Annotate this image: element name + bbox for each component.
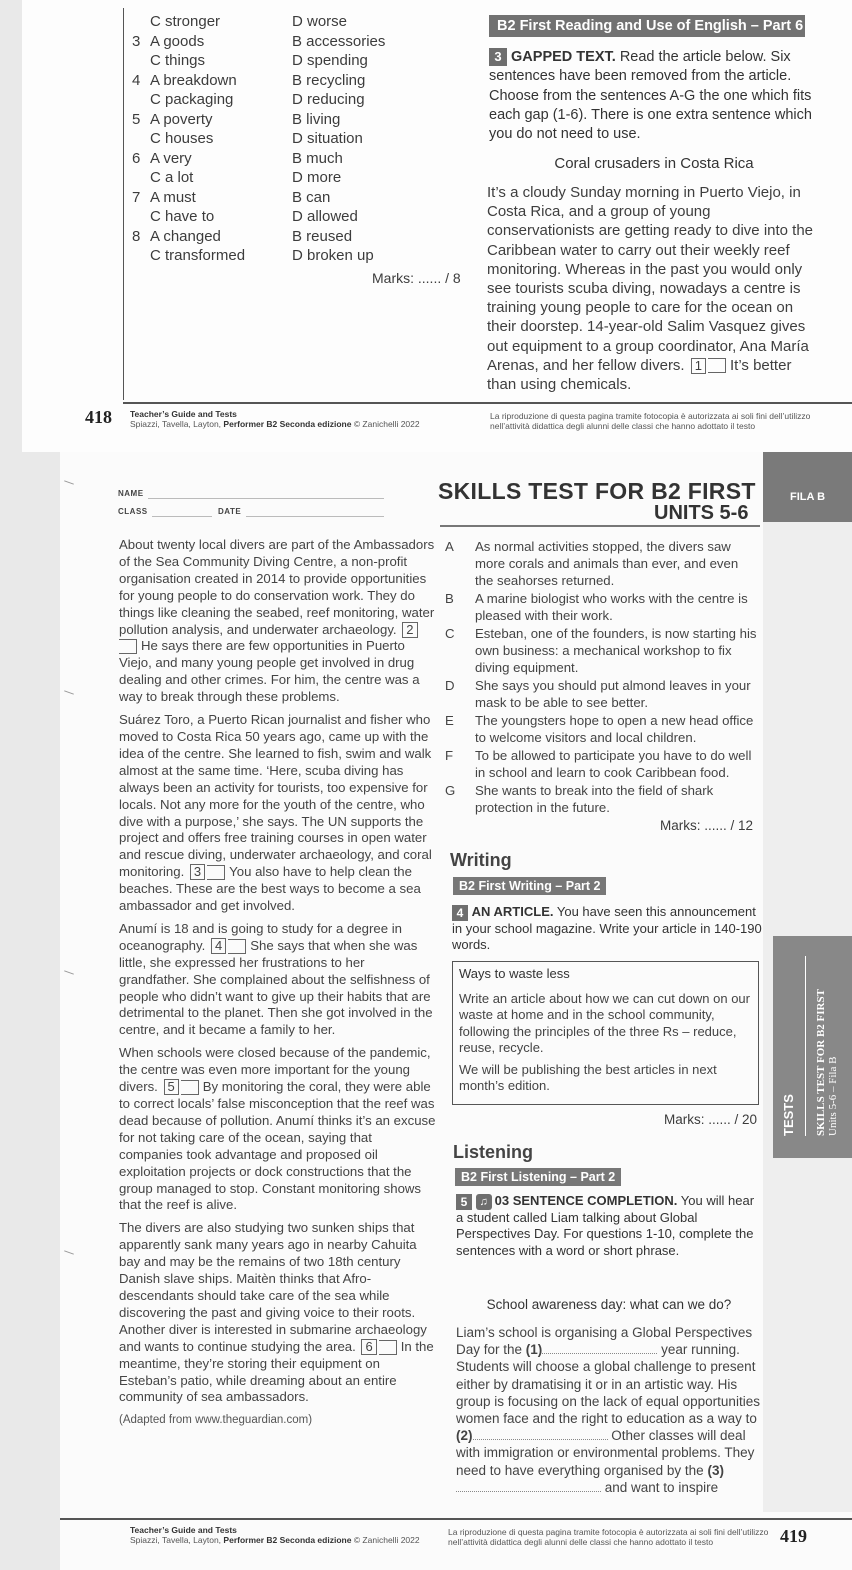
writing-prompt-box <box>452 961 759 1105</box>
option-letter: G <box>445 783 456 798</box>
para2-part-b: You also have to help clean the beaches. These are the best ways to become a sea ambassador and get involved. <box>119 864 421 914</box>
listening-task-instructions: You will hear a student called Liam talking about Global Perspectives Day. For questions 1-10, complete the sentences with a word or short phrase. <box>456 1193 755 1258</box>
page-mark <box>64 1250 74 1254</box>
option-number: 5 <box>132 110 141 128</box>
footer-right-line2: nell’attività didattica degli alunni delle classi che hanno adottato il testo <box>448 1537 714 1547</box>
option-a[interactable]: A breakdown <box>150 71 237 89</box>
prompt-text-1: Write an article about how we can cut down on our waste at home and in the school community, following the principles of the three Rs – reduce, reuse, recycle. <box>459 990 750 1055</box>
footer-authors: Spiazzi, Tavella, Layton, <box>130 1535 222 1545</box>
option-a[interactable]: C have to <box>150 208 215 225</box>
listening-title: School awareness day: what can we do? <box>486 1297 732 1312</box>
gap-4-blank[interactable] <box>228 939 246 954</box>
footer-rule <box>123 402 852 404</box>
gap-3[interactable]: 3 <box>190 864 205 880</box>
footer-authors: Spiazzi, Tavella, Layton, <box>130 419 222 429</box>
gap-2[interactable]: 2 <box>402 622 417 638</box>
option-letter: A <box>445 539 454 554</box>
article-title: Coral crusaders in Costa Rica <box>554 155 754 172</box>
sentence-option-g[interactable] <box>445 782 759 816</box>
option-row <box>132 33 432 52</box>
option-b[interactable]: D situation <box>292 130 363 147</box>
listening-bar: B2 First Listening – Part 2 <box>455 1168 621 1186</box>
option-text: She wants to break into the field of shark protection in the future. <box>475 783 714 815</box>
option-a[interactable]: C packaging <box>150 91 234 108</box>
option-row <box>132 150 432 169</box>
prompt-title: Ways to waste less <box>459 966 570 981</box>
footer-left <box>130 409 420 429</box>
footer-publisher: © Zanichelli 2022 <box>353 419 420 429</box>
para3-part-b: She says that when she was little, she expressed her frustrations to her grandfather. She complained about the selfishness of people who didn’t want to give up their habits that are detrimental to the planet. Then she got involved in the centre, and it became a family to her. <box>119 937 433 1038</box>
option-row <box>132 247 432 266</box>
listening-text-1: Liam’s school is organising a Global Perspectives Day for the <box>456 1325 753 1358</box>
page-title: SKILLS TEST FOR B2 FIRST <box>438 478 756 504</box>
name-label: NAME <box>118 489 144 498</box>
paragraph-2 <box>119 712 437 915</box>
para4-part-b: By monitoring the coral, they were able to correct locals’ false misconception that the reef was dead because of pollution. Anumí thinks it’s an excuse for not taking care of the ocean, saying that companies took advantage and proposed oil exploitation projects or dock constructions that the group managed to stop. Constant monitoring shows that the reef is alive. <box>119 1079 436 1213</box>
track-number: 03 <box>494 1193 510 1208</box>
title-rule <box>440 525 760 527</box>
listening-text-3b: and want to inspire <box>604 1479 719 1495</box>
option-row <box>132 189 432 208</box>
paragraph-3 <box>119 921 437 1039</box>
sentence-option-f[interactable] <box>445 747 759 781</box>
gap-4[interactable]: 4 <box>211 938 226 954</box>
footer-title: Teacher’s Guide and Tests <box>130 409 237 419</box>
footer-right-line2: nell’attività didattica degli alunni delle classi che hanno adottato il testo <box>490 421 756 431</box>
option-text: As normal activities stopped, the divers saw more corals and animals than ever, and even the seahorses returned. <box>475 539 739 588</box>
article-intro-end: It’s better than using chemicals. <box>487 356 792 394</box>
option-row <box>132 13 432 32</box>
option-a[interactable]: A very <box>150 149 192 167</box>
headphones-icon[interactable]: ♫ <box>476 1194 492 1210</box>
option-text: A marine biologist who works with the centre is pleased with their work. <box>475 591 748 623</box>
option-text: To be allowed to participate you have to do well in school and learn to cook Caribbean food. <box>475 748 752 780</box>
option-row <box>132 228 432 247</box>
page-number: 419 <box>780 1526 807 1546</box>
column-divider <box>123 8 124 400</box>
option-row <box>132 52 432 71</box>
task-title: GAPPED TEXT. <box>511 49 616 65</box>
footer-left <box>130 1525 420 1545</box>
option-row <box>132 208 432 227</box>
section-header-bar: B2 First Reading and Use of English – Part 6 <box>489 15 805 37</box>
listening-task-number: 5 <box>456 1194 472 1210</box>
page-number: 418 <box>85 407 112 427</box>
option-b[interactable]: B living <box>292 110 341 128</box>
gap-6[interactable]: 6 <box>361 1339 376 1355</box>
option-row <box>132 111 432 130</box>
para4-part-a: When schools were closed because of the pandemic, the centre was even more important for the young divers. <box>119 1045 431 1095</box>
article-intro-text: It’s a cloudy Sunday morning in Puerto Viejo, in Costa Rica, and a group of young conservationists are getting ready to dive into the Caribbean water to carry out their weekly reef monitoring. Whereas in the past you would only see tourists scuba diving, nowadays a centre is training young people to care for the ocean on their doorstep. 14-year-old Salim Vasquez gives out equipment to a group coordinator, Ana María Arenas, and her fellow divers. <box>487 184 814 374</box>
page-418 <box>22 0 852 452</box>
footer-rule <box>60 1518 852 1520</box>
option-number: 3 <box>132 32 141 50</box>
side-tab-title <box>815 989 839 1136</box>
class-label: CLASS <box>118 507 148 516</box>
option-b[interactable]: B recycling <box>292 71 366 89</box>
answer-3-field[interactable] <box>456 1491 601 1492</box>
paragraph-1 <box>119 537 437 706</box>
listening-text-1b: year <box>661 1342 688 1358</box>
option-a[interactable]: C stronger <box>150 13 221 30</box>
footer-right-line1: La riproduzione di questa pagina tramite fotocopia è autorizzata ai soli fini dell’utilizzo <box>490 411 811 421</box>
side-tab-tests: TESTS <box>781 1094 796 1136</box>
sentence-option-d[interactable] <box>445 677 759 711</box>
option-a[interactable]: C things <box>150 52 206 69</box>
sentence-option-a[interactable] <box>445 538 759 589</box>
option-number: 6 <box>132 149 141 167</box>
para1-part-b: He says there are few opportunities in Puerto Viejo, and many young people get involved in drug dealing and other crimes. For him, the centre was a way to break through these problems. <box>119 638 420 705</box>
gap-5[interactable]: 5 <box>164 1079 179 1095</box>
task-number: 3 <box>489 48 507 66</box>
page-mark <box>64 970 74 974</box>
writing-task <box>452 904 762 954</box>
units-title: UNITS 5-6 <box>654 502 749 524</box>
question-3-label: (3) <box>707 1462 724 1478</box>
date-field[interactable] <box>246 516 384 517</box>
writing-heading: Writing <box>450 850 512 870</box>
gap-3-blank[interactable] <box>207 865 225 880</box>
option-b[interactable]: D broken up <box>292 247 374 264</box>
listening-text-2: running. Students will choose a global challenge to present either by dramatising it or in an artistic way. His group is focusing on the lack of equal opportunities women face and the right to education as a way to <box>456 1342 760 1427</box>
option-letter: C <box>445 626 455 641</box>
option-letter: D <box>445 678 455 693</box>
option-a[interactable]: C houses <box>150 130 214 147</box>
class-field[interactable] <box>152 516 212 517</box>
page-419 <box>60 452 852 1570</box>
footer-book: Performer B2 Seconda edizione <box>223 1535 352 1545</box>
para5-part-a: The divers are also studying two sunken ships that apparently sank many years ago in nearby Cahuita bay and may be the remains of two 18th century Danish slave ships. Maitèn thinks that Afro-descendants should take care of the sea while discovering the past and giving voice to their roots. Another diver is interested in submarine archaeology and wants to continue studying the area. <box>119 1220 427 1354</box>
tests-side-tab <box>773 936 852 1158</box>
page-mark <box>64 480 74 484</box>
sentence-option-b[interactable] <box>445 590 759 624</box>
article-intro <box>487 183 819 394</box>
para1-part-a: About twenty local divers are part of the Ambassadors of the Sea Community Diving Centre, a non-profit organisation created in 2014 to provide opportunities for young people to do conservation work. They do things like cleaning the seabed, reef monitoring, water pollution analysis, and underwater archaeology. <box>119 537 435 637</box>
option-b[interactable]: D allowed <box>292 208 358 225</box>
gap-2-blank[interactable] <box>119 639 137 654</box>
option-row <box>132 91 432 110</box>
option-a[interactable]: A must <box>150 188 196 206</box>
task-instructions <box>489 48 819 144</box>
option-b[interactable]: D spending <box>292 52 368 69</box>
sentence-options <box>445 538 759 817</box>
name-field[interactable] <box>148 498 384 499</box>
marks-writing: Marks: ...... / 20 <box>664 1112 758 1127</box>
option-a[interactable]: A poverty <box>150 110 213 128</box>
gap-6-blank[interactable] <box>379 1340 397 1355</box>
page-mark <box>64 690 74 694</box>
option-text: The youngsters hope to open a new head office to welcome visitors and local children. <box>475 713 754 745</box>
option-b[interactable]: B much <box>292 149 343 167</box>
option-letter: E <box>445 713 454 728</box>
listening-text-3: Other classes will deal with immigration or environmental problems. They need to have everything organised by the <box>456 1428 755 1478</box>
question-2-label: (2) <box>456 1428 473 1444</box>
para5-part-b: In the meantime, they’re storing their equipment on Esteban’s patio, while dreaming about an entire community of sea ambassadors. <box>119 1338 434 1405</box>
para2-part-a: Suárez Toro, a Puerto Rican journalist and fisher who moved to Costa Rica 50 years ago, came up with the idea of the centre. She learned to fish, swim and walk almost at the same time. ‘Here, scuba diving has always been an activity for tourists, too expensive for locals. Not any more for the youth of the centre, who dive with a purpose,’ she says. The UN supports the project and offers free training courses in open water and rescue diving, underwater archaeology, and coral monitoring. <box>119 712 432 880</box>
fila-badge: FILA B <box>763 452 852 522</box>
option-a[interactable]: C a lot <box>150 169 194 186</box>
listening-task <box>456 1193 762 1259</box>
option-b[interactable]: B can <box>292 188 331 206</box>
footer-right-line1: La riproduzione di questa pagina tramite fotocopia è autorizzata ai soli fini dell’utilizzo <box>448 1527 769 1537</box>
option-letter: F <box>445 748 454 763</box>
option-number: 7 <box>132 188 141 206</box>
answer-2-field[interactable] <box>473 1439 608 1440</box>
option-row <box>132 169 432 188</box>
sentence-option-e[interactable] <box>445 712 759 746</box>
side-tab-divider <box>805 956 806 1136</box>
option-b[interactable]: D reducing <box>292 91 365 108</box>
option-a[interactable]: A goods <box>150 32 205 50</box>
article-body <box>119 537 437 1435</box>
option-number: 8 <box>132 227 141 245</box>
para3-part-a: Anumí is 18 and is going to study for a degree in oceanography. <box>119 920 402 953</box>
writing-task-number: 4 <box>452 905 468 921</box>
option-number: 4 <box>132 71 141 89</box>
question-1-label: (1) <box>525 1342 543 1358</box>
listening-task-title: SENTENCE COMPLETION. <box>512 1193 678 1208</box>
task-instructions-text: Read the article below. Six sentences have been removed from the article. Choose from the sentences A-G the one which fits each gap (1-6). There is one extra sentence which you do not need to use. <box>489 49 812 143</box>
option-a[interactable]: A changed <box>150 227 221 245</box>
gap-5-blank[interactable] <box>181 1080 199 1095</box>
date-label: DATE <box>218 507 242 516</box>
sentence-option-c[interactable] <box>445 625 759 676</box>
footer-right <box>448 1527 768 1547</box>
side-tab-units: Units 5-6 – Fila B <box>827 1056 839 1136</box>
prompt-text-2: We will be publishing the best articles in next month’s edition. <box>459 1061 717 1093</box>
footer-publisher: © Zanichelli 2022 <box>353 1535 420 1545</box>
paragraph-5 <box>119 1220 437 1406</box>
footer-title: Teacher’s Guide and Tests <box>130 1525 237 1535</box>
option-b[interactable]: B reused <box>292 227 353 245</box>
paragraph-4 <box>119 1045 437 1214</box>
option-text: Esteban, one of the founders, is now starting his own business: a mechanical workshop to fix diving equipment. <box>475 626 757 675</box>
listening-heading: Listening <box>453 1142 533 1162</box>
option-row <box>132 72 432 91</box>
option-a[interactable]: C transformed <box>150 247 246 264</box>
side-tab-title-text: SKILLS TEST FOR B2 FIRST <box>815 989 827 1136</box>
option-letter: B <box>445 591 454 606</box>
footer-book: Performer B2 Seconda edizione <box>223 419 352 429</box>
gap-1-blank[interactable] <box>708 358 726 373</box>
option-row <box>132 130 432 149</box>
footer-right <box>490 411 810 431</box>
answer-1-field[interactable] <box>542 1353 657 1354</box>
writing-bar: B2 First Writing – Part 2 <box>453 877 606 895</box>
marks-use-of-english: Marks: ...... / 8 <box>372 270 461 286</box>
option-b[interactable]: D more <box>292 169 342 186</box>
source-credit: (Adapted from www.theguardian.com) <box>119 1414 313 1427</box>
option-b[interactable]: D worse <box>292 13 348 30</box>
marks-reading: Marks: ...... / 12 <box>660 818 754 833</box>
gap-1[interactable]: 1 <box>691 358 706 374</box>
listening-text <box>456 1324 760 1496</box>
writing-task-instructions: You have seen this announcement in your school magazine. Write your article in 140-190 words. <box>452 904 762 953</box>
option-b[interactable]: B accessories <box>292 32 386 50</box>
writing-task-title: AN ARTICLE. <box>471 904 554 919</box>
option-text: She says you should put almond leaves in your mask to be able to see better. <box>475 678 751 710</box>
